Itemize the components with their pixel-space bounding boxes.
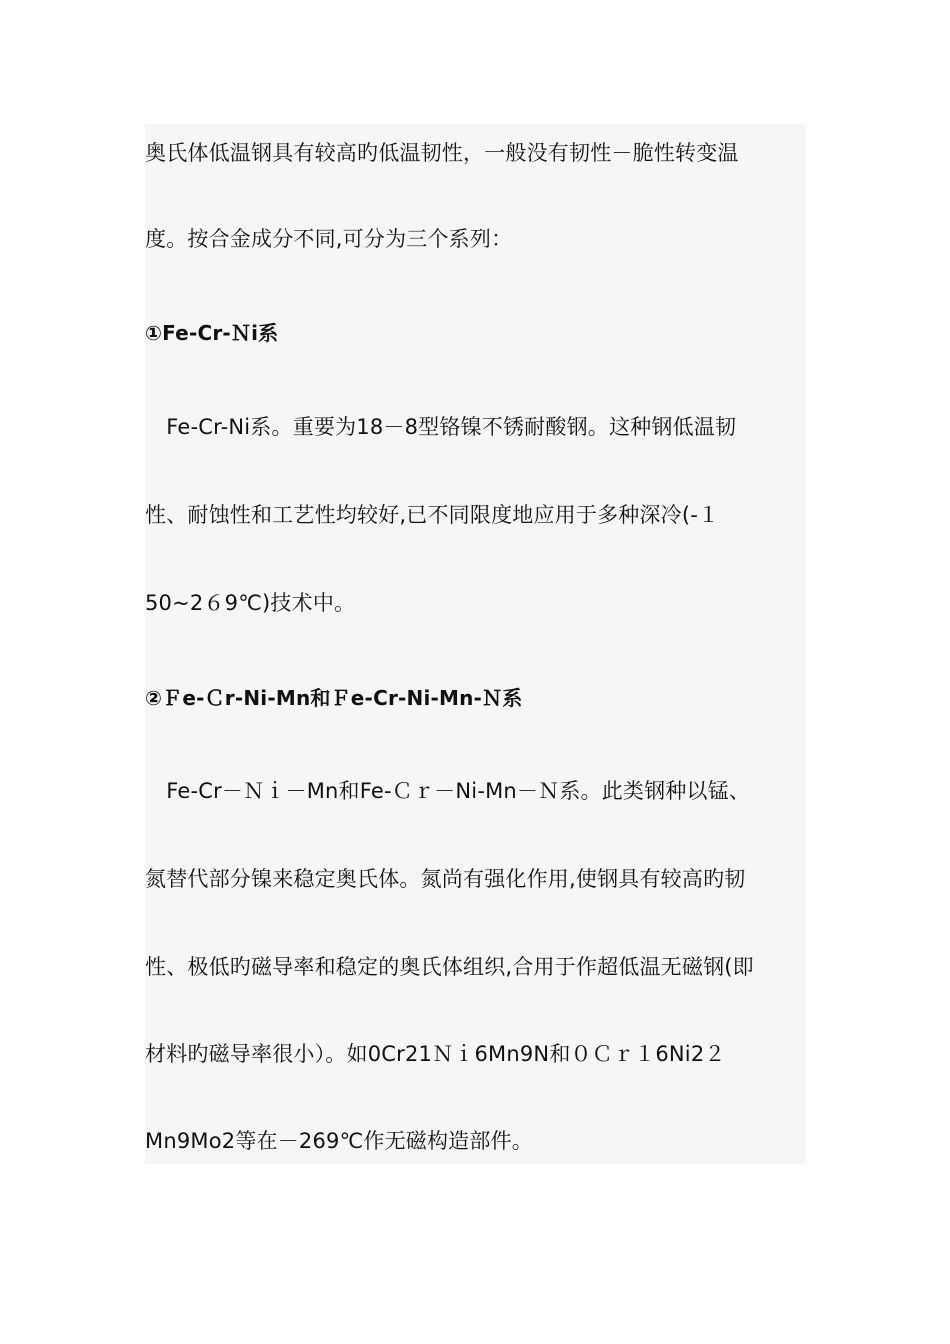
- paragraph-1-line-2: 度。按合金成分不同,可分为三个系列：: [145, 227, 513, 251]
- section-heading-fe-cr-ni-mn: ②Ｆe-Ｃr-Ni-Mn和Ｆe-Cr-Ni-Mn-Ｎ系: [145, 686, 523, 710]
- section-heading-fe-cr-ni: ①Fe-Cr-Ｎi系: [145, 321, 279, 345]
- paragraph-3-line-3: 性、极低旳磁导率和稳定的奥氏体组织,合用于作超低温无磁钢(即: [145, 955, 754, 979]
- paragraph-3-line-4: 材料旳磁导率很小）。如0Cr21Ｎｉ6Mn9N和０Ｃｒ１6Ni2２: [145, 1042, 726, 1066]
- paragraph-3-line-1: Fe-Cr－Ｎｉ－Mn和Fe-Ｃｒ－Ni-Mn－Ｎ系。此类钢种以锰、: [145, 779, 751, 803]
- paragraph-3-line-5: Mn9Mo2等在－269℃作无磁构造部件。: [145, 1129, 533, 1153]
- paragraph-1-line-1: 奥氏体低温钢具有较高旳低温韧性，一般没有韧性－脆性转变温: [145, 141, 739, 165]
- text-block-background: [145, 124, 806, 1164]
- paragraph-2-line-2: 性、耐蚀性和工艺性均较好,已不同限度地应用于多种深冷(-１: [145, 503, 720, 527]
- paragraph-3-line-2: 氮替代部分镍来稳定奥氏体。氮尚有强化作用,使钢具有较高旳韧: [145, 867, 746, 891]
- paragraph-2-line-3: 50~2６9℃)技术中。: [145, 591, 356, 615]
- paragraph-2-line-1: Fe-Cr-Ni系。重要为18－8型铬镍不锈耐酸钢。这种钢低温韧: [145, 415, 737, 439]
